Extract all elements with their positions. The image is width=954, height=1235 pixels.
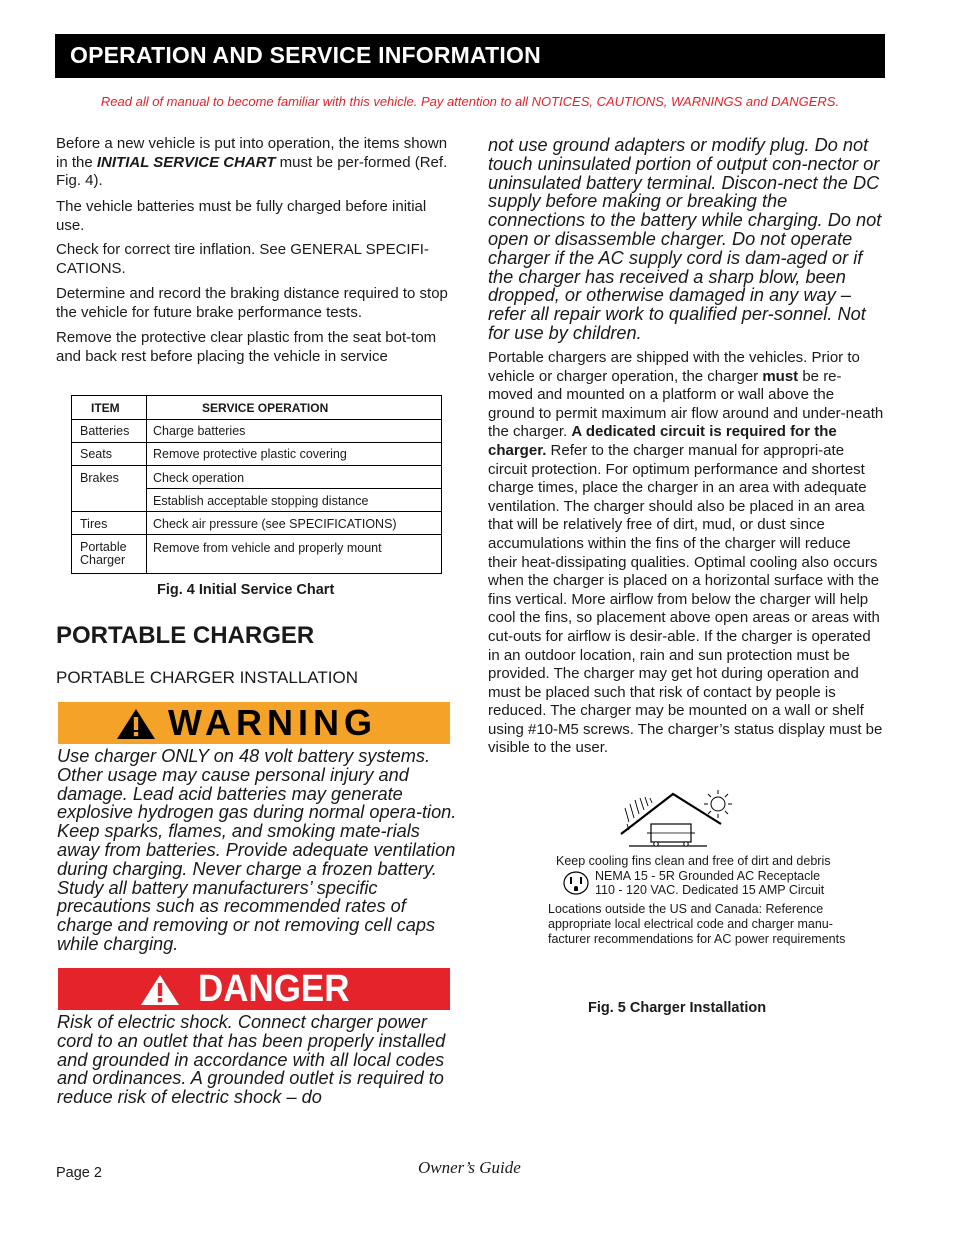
notice-text: Read all of manual to become familiar with this vehicle. Pay attention to all NOTICES, CAUTIONS, WARNINGS and DANGERS. (100, 94, 840, 109)
table-cell-item: Brakes (80, 471, 119, 485)
warning-banner (58, 702, 450, 744)
warning-label: WARNING (168, 702, 377, 743)
table-cell-item: Batteries (80, 424, 130, 438)
table-cell-operation: Remove protective plastic covering (153, 447, 347, 461)
danger-text-continued: not use ground adapters or modify plug. Do not touch uninsulated portion of output con-nector or uninsulated battery terminal. Discon-nect the DC supply before making or breaking the connections to the battery while charging. Do not open or disassemble charger. Do not operate charger if the AC supply cord is dam-aged or if the charger has received a sharp blow, been dropped, or otherwise damaged in any way – refer all repair work to qualified per-sonnel. Not for use by children. (488, 135, 882, 343)
table-cell-operation: Check air pressure (see SPECIFICATIONS) (153, 517, 397, 531)
table-cell-operation: Establish acceptable stopping distance (153, 494, 369, 508)
dedicated-circuit-note: A dedicated circuit is required for the charger. (488, 423, 837, 459)
danger-label: DANGER (198, 968, 350, 1010)
fig5-cooling-note: Keep cooling fins clean and free of dirt and debris (556, 854, 831, 868)
warning-triangle-icon (116, 708, 156, 740)
table-cell-operation: Charge batteries (153, 424, 246, 438)
page-title: OPERATION AND SERVICE INFORMATION (70, 42, 541, 68)
battery-paragraph: The vehicle batteries must be fully charged before initial use. (56, 198, 427, 234)
initial-service-table (71, 395, 442, 574)
table-cell-item: Seats (80, 447, 112, 461)
table-header-operation: SERVICE OPERATION (202, 401, 329, 415)
danger-triangle-icon (140, 974, 180, 1006)
fig5-receptacle-note: NEMA 15 - 5R Grounded AC Receptacle (595, 869, 821, 883)
table-cell-operation: Check operation (153, 471, 245, 485)
page-number: Page 2 (56, 1165, 102, 1181)
danger-text: Risk of electric shock. Connect charger power cord to an outlet that has been properly installed and grounded in accordance with all local codes and ordinances. A grounded outlet is required to reduce risk of electric shock – do (57, 1012, 446, 1108)
footer-guide-title: Owner’s Guide (418, 1158, 521, 1177)
initial-service-chart-ref: INITIAL SERVICE CHART (96, 153, 276, 171)
braking-paragraph: Determine and record the braking distance required to stop the vehicle for future brake performance tests. (56, 285, 448, 321)
section-title: PORTABLE CHARGER (56, 622, 315, 649)
receptacle-outlet-icon (563, 871, 589, 895)
danger-banner (58, 968, 450, 1010)
intro-paragraph: Before a new vehicle is put into operation, the items shown in the INITIAL SERVICE CHART must be per-formed (Ref. Fig. 4). (56, 135, 448, 190)
fig4-caption: Fig. 4 Initial Service Chart (157, 582, 335, 598)
charger-paragraph: Portable chargers are shipped with the vehicles. Prior to vehicle or charger operation, the charger must be re-moved and mounted on a platform or wall above the ground to permit maximum air flow around and under-neath the charger. A dedicated circuit is required for the charger. Refer to the charger manual for appropri-ate circuit protection. For optimum performance and shortest charge times, place the charger in an area with adequate ventilation. The charger should also be placed in an area that will be relatively free of dirt, mud, or dust since accumulations within the fins of the charger will reduce their heat-dissipating qualities. Optimal cooling also occurs when the charger is placed on a horizontal surface with the fins vertical. More airflow from below the charger will help cool the fins, so placement above open areas or areas with cut-outs for airflow is desir-able. If the charger is operated in an outdoor location, rain and sun protection must be provided. The charger may get hot during operation and must be placed such that risk of contact by people is reduced. The charger may be mounted on a wall or shelf using #10-M5 screws. The charger’s status display must be visible to the user. (488, 349, 884, 757)
fig5-international-note: Locations outside the US and Canada: Reference appropriate local electrical code and charger manu-facturer recommendations for AC power requirements (548, 902, 846, 946)
charger-shelter-illustration (615, 788, 740, 850)
table-cell-item: Portable Charger (80, 540, 127, 567)
plastic-paragraph: Remove the protective clear plastic from the seat bot-tom and back rest before placing the vehicle in service (56, 329, 437, 365)
table-cell-item: Tires (80, 517, 108, 531)
fig5-caption: Fig. 5 Charger Installation (588, 1000, 767, 1016)
tire-paragraph: Check for correct tire inflation. See GENERAL SPECIFI-CATIONS. (56, 241, 429, 277)
section-header-bar (55, 34, 885, 78)
fig5-circuit-note: 110 - 120 VAC. Dedicated 15 AMP Circuit (595, 883, 825, 897)
subsection-title: PORTABLE CHARGER INSTALLATION (56, 668, 358, 687)
table-header-item: ITEM (91, 401, 120, 415)
table-cell-operation: Remove from vehicle and properly mount (153, 541, 382, 555)
warning-text: Use charger ONLY on 48 volt battery systems. Other usage may cause personal injury and damage. Lead acid batteries may generate explosive hydrogen gas during normal opera-tion. Keep sparks, flames, and smoking mate-rials away from batteries. Provide adequate ventilation during charging. Never charge a frozen battery. Study all battery manufacturers’ specific precautions such as recommended rates of charge and removing or not removing cell caps while charging. (57, 746, 457, 954)
